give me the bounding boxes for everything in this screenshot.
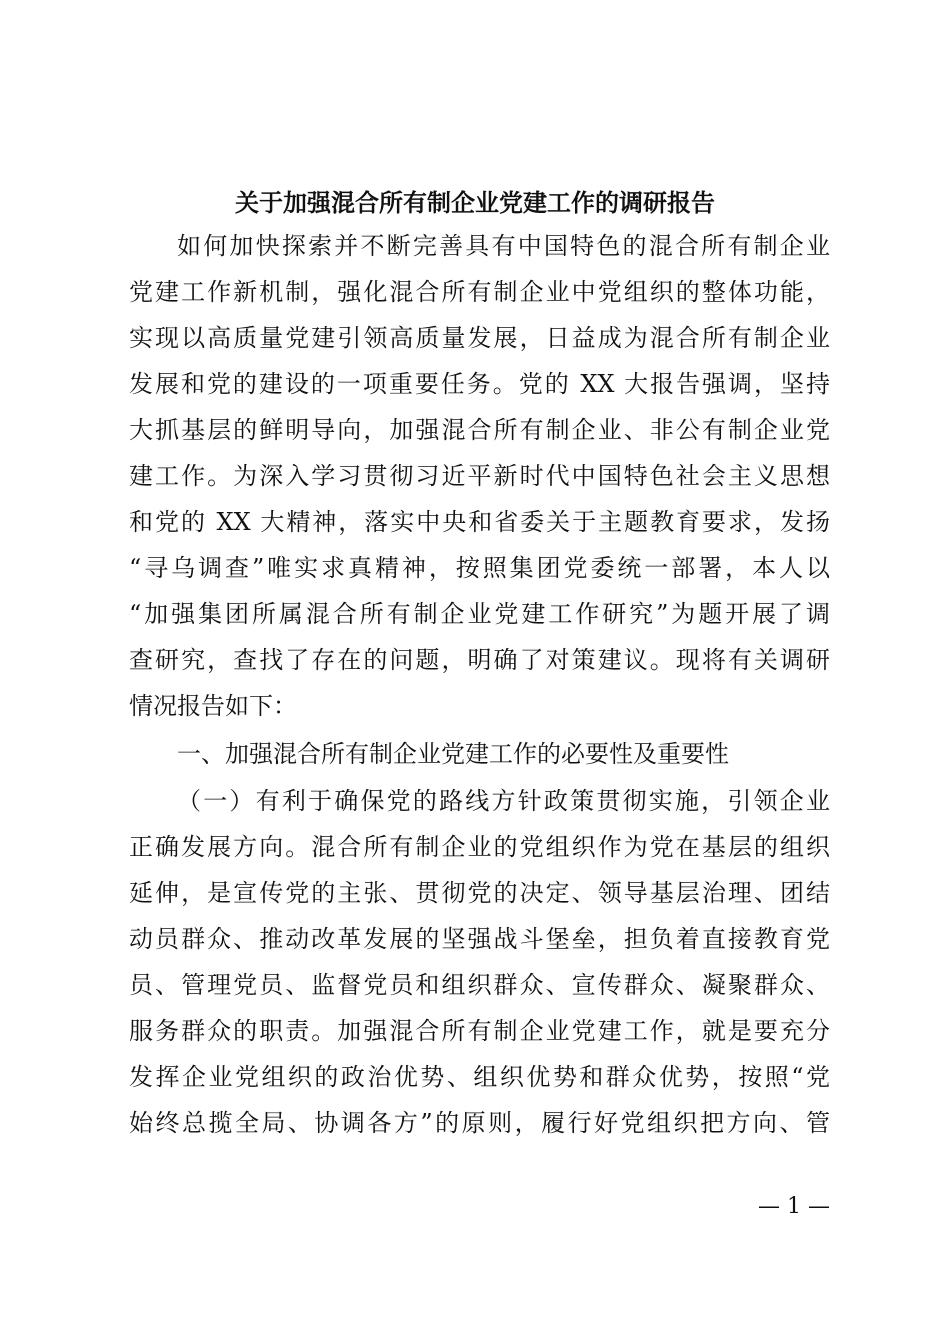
intro-line: 实现以高质量党建引领高质量发展，日益成为混合所有制企业	[129, 324, 830, 352]
page-number: — 1 —	[758, 1194, 830, 1219]
subsection-line: （一）有利于确保党的路线方针政策贯彻实施，引领企业	[177, 787, 830, 815]
document-title: 关于加强混合所有制企业党建工作的调研报告	[235, 188, 715, 217]
intro-line: “加强集团所属混合所有制企业党建工作研究”为题开展了调	[129, 600, 830, 628]
intro-line: 大抓基层的鲜明导向，加强混合所有制企业、非公有制企业党	[129, 416, 830, 444]
intro-line: “寻乌调查”唯实求真精神，按照集团党委统一部署，本人以	[129, 554, 830, 582]
subsection-line: 始终总揽全局、协调各方”的原则，履行好党组织把方向、管	[129, 1109, 830, 1137]
intro-line: 建工作。为深入学习贯彻习近平新时代中国特色社会主义思想	[129, 462, 830, 490]
subsection-line: 发挥企业党组织的政治优势、组织优势和群众优势，按照“党	[129, 1063, 830, 1091]
subsection-line: 延伸，是宣传党的主张、贯彻党的决定、领导基层治理、团结	[129, 879, 830, 907]
intro-line: 如何加快探索并不断完善具有中国特色的混合所有制企业	[177, 232, 830, 260]
intro-line: 和党的 XX 大精神，落实中央和省委关于主题教育要求，发扬	[129, 508, 830, 536]
intro-line: 党建工作新机制，强化混合所有制企业中党组织的整体功能，	[129, 278, 830, 306]
section-heading: 一、加强混合所有制企业党建工作的必要性及重要性	[177, 740, 729, 768]
subsection-line: 正确发展方向。混合所有制企业的党组织作为党在基层的组织	[129, 833, 830, 861]
subsection-line: 服务群众的职责。加强混合所有制企业党建工作，就是要充分	[129, 1017, 830, 1045]
intro-line: 情况报告如下：	[129, 692, 297, 720]
subsection-line: 动员群众、推动改革发展的坚强战斗堡垒，担负着直接教育党	[129, 925, 830, 953]
subsection-line: 员、管理党员、监督党员和组织群众、宣传群众、凝聚群众、	[129, 971, 830, 999]
intro-line: 查研究，查找了存在的问题，明确了对策建议。现将有关调研	[129, 646, 830, 674]
intro-line: 发展和党的建设的一项重要任务。党的 XX 大报告强调，坚持	[129, 370, 830, 398]
